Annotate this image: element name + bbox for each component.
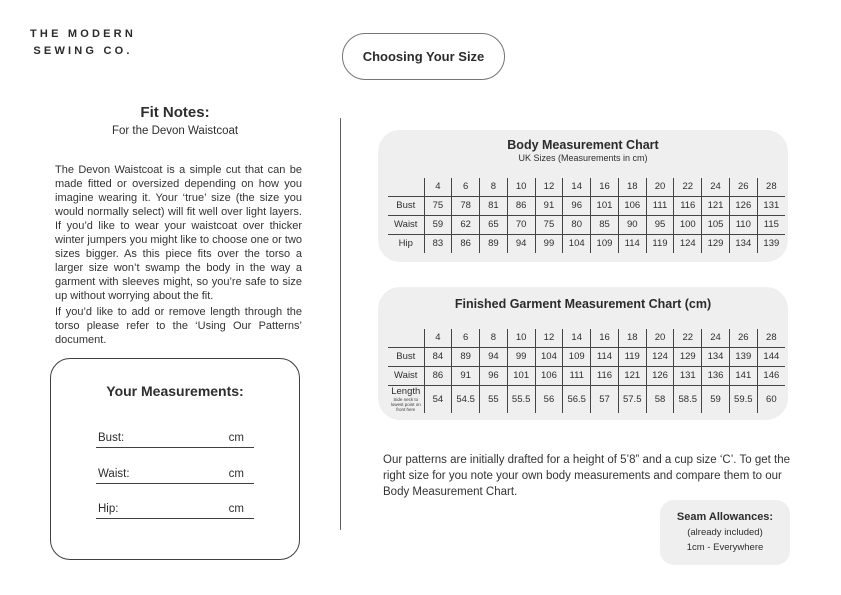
size-header-cell: 14 — [563, 178, 591, 196]
body-measurement-chart-panel — [378, 130, 788, 262]
measurement-row — [388, 385, 785, 413]
size-header-cell: 22 — [674, 329, 702, 347]
measurement-cell: 104 — [535, 347, 563, 366]
measurement-cell: 57.5 — [618, 385, 646, 413]
size-header-cell: 6 — [452, 178, 480, 196]
measurement-cell: 89 — [452, 347, 480, 366]
size-header-cell: 28 — [757, 178, 785, 196]
body-chart-title: Body Measurement Chart — [507, 138, 659, 152]
size-header-cell: 24 — [702, 178, 730, 196]
brand-line1: THE MODERN — [30, 28, 136, 40]
measurement-cell: 104 — [563, 234, 591, 253]
measurement-cell: 126 — [646, 366, 674, 385]
corner-cell — [388, 178, 424, 196]
row-label: Waist — [388, 215, 424, 234]
measurement-cell: 55 — [480, 385, 508, 413]
measurement-cell: 141 — [729, 366, 757, 385]
waist-label: Waist: — [98, 468, 130, 480]
brand-line2: SEWING CO. — [33, 45, 133, 57]
measurement-cell: 89 — [480, 234, 508, 253]
measurement-cell: 111 — [646, 196, 674, 215]
measurement-cell: 70 — [507, 215, 535, 234]
measurement-cell: 131 — [674, 366, 702, 385]
measurement-cell: 58.5 — [674, 385, 702, 413]
size-header-row — [388, 329, 785, 347]
size-header-cell: 16 — [591, 178, 619, 196]
measurement-cell: 81 — [480, 196, 508, 215]
garment-measurement-table — [388, 329, 785, 413]
garment-chart-title: Finished Garment Measurement Chart (cm) — [454, 297, 712, 311]
corner-cell — [388, 329, 424, 347]
measurement-cell: 96 — [480, 366, 508, 385]
measurement-cell: 106 — [535, 366, 563, 385]
waist-unit: cm — [228, 468, 244, 480]
measurement-cell: 121 — [702, 196, 730, 215]
brand-logo — [28, 26, 138, 60]
size-header-cell: 26 — [729, 178, 757, 196]
fit-notes-paragraph-1: The Devon Waistcoat is a simple cut that can be made fitted or oversized depending on how you imagine wearing it. Your ‘true’ size (the size you would normally select) will fit well over light layers. If you’d like to wear your waistcoat over thicker winter jumpers you might like to choose one or two sizes bigger. As this piece fits over the torso a larger size won’t swamp the body in the way a garment with sleeves might, so you’re safe to size up without worrying about the fit. — [55, 164, 303, 302]
vertical-divider — [340, 118, 341, 530]
measurement-cell: 94 — [480, 347, 508, 366]
size-header-cell: 20 — [646, 178, 674, 196]
waist-fill-in-field — [96, 466, 254, 484]
size-table — [388, 329, 785, 413]
size-header-row — [388, 178, 785, 196]
row-sublabel: Side neck to lowest point on front hem — [390, 396, 421, 412]
measurement-cell: 91 — [535, 196, 563, 215]
body-measurement-table — [388, 178, 785, 253]
measurement-cell: 59 — [424, 215, 452, 234]
measurement-cell: 139 — [757, 234, 785, 253]
fit-notes-paragraph-2: If you’d like to add or remove length through the torso please refer to the ‘Using Our Patterns’ document. — [55, 306, 302, 346]
measurement-cell: 100 — [674, 215, 702, 234]
measurement-cell: 83 — [424, 234, 452, 253]
measurement-cell: 129 — [702, 234, 730, 253]
size-header-cell: 24 — [702, 329, 730, 347]
measurement-cell: 60 — [757, 385, 785, 413]
measurement-cell: 146 — [757, 366, 785, 385]
measurement-cell: 80 — [563, 215, 591, 234]
size-header-cell: 12 — [535, 329, 563, 347]
bust-unit: cm — [228, 432, 244, 444]
measurement-cell: 91 — [452, 366, 480, 385]
size-header-cell: 26 — [729, 329, 757, 347]
size-header-cell: 22 — [674, 178, 702, 196]
measurement-cell: 116 — [591, 366, 619, 385]
measurement-cell: 58 — [646, 385, 674, 413]
measurement-cell: 121 — [618, 366, 646, 385]
measurement-cell: 105 — [702, 215, 730, 234]
seam-allowances-included: (already included) — [687, 527, 763, 538]
measurement-cell: 114 — [618, 234, 646, 253]
measurement-cell: 95 — [646, 215, 674, 234]
size-header-cell: 4 — [424, 329, 452, 347]
measurement-cell: 144 — [757, 347, 785, 366]
seam-allowances-amount: 1cm - Everywhere — [686, 542, 764, 553]
size-table — [388, 178, 785, 253]
garment-measurement-chart-panel — [378, 287, 788, 420]
row-label: Hip — [388, 234, 424, 253]
measurement-cell: 99 — [507, 347, 535, 366]
hip-fill-in-field — [96, 501, 254, 519]
fit-notes-heading: Fit Notes: — [140, 104, 210, 121]
size-header-cell: 14 — [563, 329, 591, 347]
measurement-cell: 101 — [507, 366, 535, 385]
size-header-cell: 8 — [480, 329, 508, 347]
measurement-cell: 65 — [480, 215, 508, 234]
page-title: Choosing Your Size — [362, 49, 485, 64]
row-label: Waist — [388, 366, 424, 385]
measurement-cell: 129 — [674, 347, 702, 366]
sizing-note: Our patterns are initially drafted for a height of 5’8” and a cup size ‘C’. To get the right size for you note your own body measurements and compare them to our Body Measurement Chart. — [383, 454, 790, 498]
bust-label: Bust: — [98, 432, 125, 444]
size-header-cell: 28 — [757, 329, 785, 347]
size-header-cell: 18 — [618, 178, 646, 196]
size-header-cell: 10 — [507, 178, 535, 196]
measurement-row — [388, 196, 785, 215]
measurement-cell: 124 — [646, 347, 674, 366]
measurement-cell: 115 — [757, 215, 785, 234]
measurement-cell: 101 — [591, 196, 619, 215]
row-label: Bust — [388, 196, 424, 215]
measurement-cell: 75 — [424, 196, 452, 215]
measurement-cell: 56.5 — [563, 385, 591, 413]
your-measurements-box — [50, 358, 300, 560]
fit-notes-subheading: For the Devon Waistcoat — [111, 125, 239, 137]
size-header-cell: 8 — [480, 178, 508, 196]
measurement-cell: 131 — [757, 196, 785, 215]
measurement-cell: 59.5 — [729, 385, 757, 413]
body-chart-subtitle: UK Sizes (Measurements in cm) — [518, 153, 648, 163]
measurement-cell: 109 — [563, 347, 591, 366]
size-header-cell: 12 — [535, 178, 563, 196]
measurement-row — [388, 215, 785, 234]
measurement-cell: 116 — [674, 196, 702, 215]
measurement-cell: 134 — [702, 347, 730, 366]
size-header-cell: 10 — [507, 329, 535, 347]
measurement-cell: 62 — [452, 215, 480, 234]
measurement-cell: 86 — [507, 196, 535, 215]
measurement-cell: 139 — [729, 347, 757, 366]
row-label: Bust — [388, 347, 424, 366]
measurement-cell: 99 — [535, 234, 563, 253]
measurement-cell: 119 — [618, 347, 646, 366]
bust-fill-in-field — [96, 430, 254, 448]
measurement-cell: 56 — [535, 385, 563, 413]
measurement-cell: 54 — [424, 385, 452, 413]
hip-label: Hip: — [98, 503, 119, 515]
measurement-cell: 78 — [452, 196, 480, 215]
measurement-cell: 110 — [729, 215, 757, 234]
measurement-cell: 54.5 — [452, 385, 480, 413]
measurement-row — [388, 347, 785, 366]
seam-allowances-box — [660, 500, 790, 565]
measurement-cell: 96 — [563, 196, 591, 215]
measurement-row — [388, 234, 785, 253]
size-header-cell: 6 — [452, 329, 480, 347]
seam-allowances-title: Seam Allowances: — [676, 511, 774, 523]
measurement-cell: 136 — [702, 366, 730, 385]
measurement-cell: 85 — [591, 215, 619, 234]
measurement-cell: 55.5 — [507, 385, 535, 413]
measurement-cell: 59 — [702, 385, 730, 413]
size-header-cell: 16 — [591, 329, 619, 347]
hip-unit: cm — [228, 503, 244, 515]
measurement-cell: 114 — [591, 347, 619, 366]
measurement-cell: 106 — [618, 196, 646, 215]
measurement-cell: 111 — [563, 366, 591, 385]
your-measurements-title: Your Measurements: — [106, 383, 244, 399]
measurement-row — [388, 366, 785, 385]
measurement-cell: 57 — [591, 385, 619, 413]
size-header-cell: 20 — [646, 329, 674, 347]
measurement-cell: 124 — [674, 234, 702, 253]
measurement-cell: 119 — [646, 234, 674, 253]
measurement-cell: 90 — [618, 215, 646, 234]
measurement-cell: 126 — [729, 196, 757, 215]
measurement-cell: 86 — [452, 234, 480, 253]
row-label: Length Side neck to lowest point on front hem — [388, 385, 424, 413]
page-title-pill — [342, 33, 505, 80]
measurement-cell: 109 — [591, 234, 619, 253]
size-header-cell: 4 — [424, 178, 452, 196]
measurement-cell: 84 — [424, 347, 452, 366]
size-header-cell: 18 — [618, 329, 646, 347]
measurement-cell: 134 — [729, 234, 757, 253]
measurement-cell: 86 — [424, 366, 452, 385]
measurement-cell: 75 — [535, 215, 563, 234]
measurement-cell: 94 — [507, 234, 535, 253]
